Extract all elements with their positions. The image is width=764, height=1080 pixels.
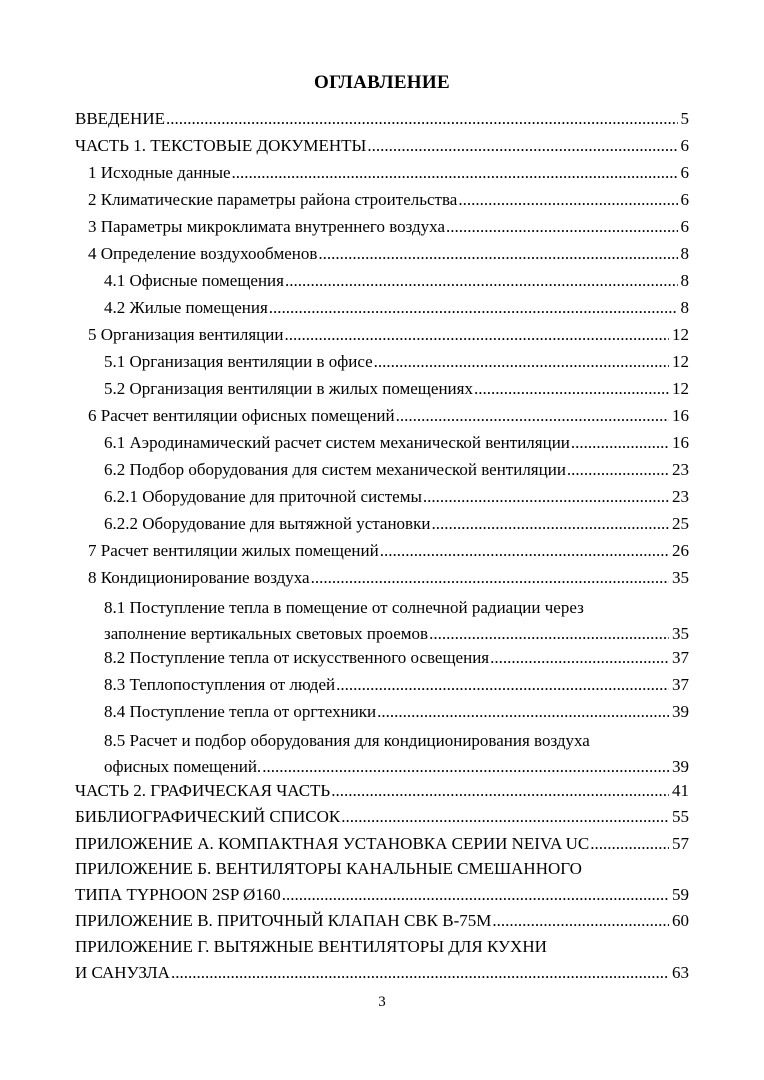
toc-entry-introduction[interactable] <box>75 106 689 132</box>
toc-entry-text: 4.2 Жилые помещения <box>104 298 268 317</box>
toc-entry-2[interactable] <box>88 187 689 213</box>
toc-page-number: 57 <box>672 834 689 853</box>
dot-leader <box>474 376 669 402</box>
dot-leader <box>380 538 669 564</box>
toc-entry-6-2-1[interactable] <box>104 484 689 510</box>
toc-entry-text: 5.1 Организация вентиляции в офисе <box>104 352 373 371</box>
toc-entry-text: 6.1 Аэродинамический расчет систем механической вентиляции <box>104 433 570 452</box>
toc-entry-3[interactable] <box>88 214 689 240</box>
toc-page-number: 39 <box>672 702 689 721</box>
toc-entry-4[interactable] <box>88 241 689 267</box>
toc-entry-text: ВВЕДЕНИЕ <box>75 109 165 128</box>
toc-page-number: 12 <box>672 352 689 371</box>
dot-leader <box>367 133 677 159</box>
dot-leader <box>567 457 669 483</box>
toc-entry-6-2-2[interactable] <box>104 511 689 537</box>
dot-leader <box>341 804 669 830</box>
dot-leader <box>571 430 669 456</box>
dot-leader <box>431 511 669 537</box>
toc-entry-8-5[interactable] <box>104 728 689 780</box>
toc-page-number: 26 <box>672 541 689 560</box>
toc-page-number: 16 <box>672 433 689 452</box>
toc-entry-8-3[interactable] <box>104 672 689 698</box>
toc-page-number: 59 <box>672 885 689 904</box>
dot-leader <box>374 349 669 375</box>
toc-entry-appendix-b[interactable] <box>75 856 689 908</box>
toc-page-number: 12 <box>672 325 689 344</box>
toc-entry-text: 8.4 Поступление тепла от оргтехники <box>104 702 377 721</box>
toc-page-number: 8 <box>680 271 689 290</box>
toc-page-number: 5 <box>680 109 689 128</box>
toc-entry-8-4[interactable] <box>104 699 689 725</box>
toc-entry-appendix-v[interactable] <box>75 908 689 934</box>
dot-leader <box>458 187 677 213</box>
dot-leader <box>166 106 678 132</box>
toc-page-number: 6 <box>680 190 689 209</box>
toc-entry-text: БИБЛИОГРАФИЧЕСКИЙ СПИСОК <box>75 807 341 826</box>
toc-entry-5-1[interactable] <box>104 349 689 375</box>
toc-entry-text: 3 Параметры микроклимата внутреннего воздуха <box>88 217 445 236</box>
toc-entry-text-line1: ПРИЛОЖЕНИЕ Б. ВЕНТИЛЯТОРЫ КАНАЛЬНЫЕ СМЕШАННОГО <box>75 859 582 878</box>
toc-entry-text: 8.3 Теплопоступления от людей <box>104 675 336 694</box>
toc-page-number: 23 <box>672 460 689 479</box>
toc-entry-text: 6.2 Подбор оборудования для систем механической вентиляции <box>104 460 566 479</box>
dot-leader <box>396 403 669 429</box>
toc-entry-text: ЧАСТЬ 1. ТЕКСТОВЫЕ ДОКУМЕНТЫ <box>75 136 367 155</box>
toc-page-number: 6 <box>680 136 689 155</box>
dot-leader <box>282 882 669 908</box>
toc-page-number: 8 <box>680 244 689 263</box>
toc-page-number: 12 <box>672 379 689 398</box>
dot-leader <box>269 295 678 321</box>
toc-entry-text: 8.2 Поступление тепла от искусственного освещения <box>104 648 490 667</box>
toc-page-number: 25 <box>672 514 689 533</box>
toc-page-number: 60 <box>672 911 689 930</box>
dot-leader <box>377 699 669 725</box>
toc-page-number: 16 <box>672 406 689 425</box>
toc-page-number: 6 <box>680 217 689 236</box>
dot-leader <box>336 672 669 698</box>
toc-entry-text: ЧАСТЬ 2. ГРАФИЧЕСКАЯ ЧАСТЬ <box>75 781 331 800</box>
toc-entry-8[interactable] <box>88 565 689 591</box>
toc-entry-1[interactable] <box>88 160 689 186</box>
toc-entry-text-line1: ПРИЛОЖЕНИЕ Г. ВЫТЯЖНЫЕ ВЕНТИЛЯТОРЫ ДЛЯ КУХНИ <box>75 937 547 956</box>
dot-leader <box>490 645 669 671</box>
toc-entry-6-1[interactable] <box>104 430 689 456</box>
dot-leader <box>262 754 669 780</box>
toc-entry-text: ПРИЛОЖЕНИЕ В. ПРИТОЧНЫЙ КЛАПАН СВК В-75М <box>75 911 492 930</box>
toc-entry-text: 5.2 Организация вентиляции в жилых помещениях <box>104 379 473 398</box>
dot-leader <box>446 214 678 240</box>
toc-page-number: 8 <box>680 298 689 317</box>
dot-leader <box>423 484 669 510</box>
toc-entry-text: ПРИЛОЖЕНИЕ А. КОМПАКТНАЯ УСТАНОВКА СЕРИИ NEIVA UC <box>75 834 590 853</box>
dot-leader <box>285 268 678 294</box>
toc-page-number: 63 <box>672 963 689 982</box>
toc-entry-8-2[interactable] <box>104 645 689 671</box>
toc-page-number: 39 <box>672 757 689 776</box>
toc-title: ОГЛАВЛЕНИЕ <box>314 72 450 93</box>
dot-leader <box>492 908 669 934</box>
toc-entry-text: 4.1 Офисные помещения <box>104 271 284 290</box>
dot-leader <box>284 322 669 348</box>
toc-page-number: 35 <box>672 568 689 587</box>
toc-entry-6-2[interactable] <box>104 457 689 483</box>
page-number: 3 <box>378 994 386 1010</box>
toc-entry-text: 6.2.2 Оборудование для вытяжной установки <box>104 514 431 533</box>
dot-leader <box>311 565 669 591</box>
toc-page-number: 55 <box>672 807 689 826</box>
toc-entry-appendix-a[interactable] <box>75 831 689 857</box>
toc-page-number: 35 <box>672 624 689 643</box>
toc-entry-text: офисных помещений. <box>104 757 262 776</box>
toc-entry-text: 7 Расчет вентиляции жилых помещений <box>88 541 379 560</box>
toc-entry-bibliography[interactable] <box>75 804 689 830</box>
toc-entry-5[interactable] <box>88 322 689 348</box>
toc-page-number: 23 <box>672 487 689 506</box>
toc-page-number: 6 <box>680 163 689 182</box>
toc-entry-6[interactable] <box>88 403 689 429</box>
toc-page-number: 37 <box>672 675 689 694</box>
toc-entry-text: 4 Определение воздухообменов <box>88 244 318 263</box>
toc-entry-8-1[interactable] <box>104 595 689 647</box>
toc-entry-7[interactable] <box>88 538 689 564</box>
toc-page-number: 37 <box>672 648 689 667</box>
dot-leader <box>331 778 669 804</box>
toc-entry-5-2[interactable] <box>104 376 689 402</box>
toc-entry-text-line1: 8.5 Расчет и подбор оборудования для кондиционирования воздуха <box>104 731 590 750</box>
toc-entry-4-1[interactable] <box>104 268 689 294</box>
dot-leader <box>232 160 678 186</box>
toc-entry-text: 6.2.1 Оборудование для приточной системы <box>104 487 422 506</box>
toc-entry-text: ТИПА TYPHOON 2SP Ø160 <box>75 885 281 904</box>
toc-entry-text: 1 Исходные данные <box>88 163 231 182</box>
toc-entry-part-2[interactable] <box>75 778 689 804</box>
toc-entry-text: 8 Кондиционирование воздуха <box>88 568 310 587</box>
toc-entry-text-line1: 8.1 Поступление тепла в помещение от солнечной радиации через <box>104 598 584 617</box>
toc-entry-text: заполнение вертикальных световых проемов <box>104 624 429 643</box>
toc-entry-part-1[interactable] <box>75 133 689 159</box>
dot-leader <box>590 831 669 857</box>
dot-leader <box>429 621 669 647</box>
toc-entry-text: 6 Расчет вентиляции офисных помещений <box>88 406 395 425</box>
toc-page-number: 41 <box>672 781 689 800</box>
dot-leader <box>318 241 677 267</box>
toc-entry-text: И САНУЗЛА <box>75 963 170 982</box>
toc-entry-text: 2 Климатические параметры района строительства <box>88 190 458 209</box>
toc-entry-text: 5 Организация вентиляции <box>88 325 284 344</box>
dot-leader <box>171 960 669 986</box>
toc-entry-appendix-g[interactable] <box>75 934 689 986</box>
toc-entry-4-2[interactable] <box>104 295 689 321</box>
